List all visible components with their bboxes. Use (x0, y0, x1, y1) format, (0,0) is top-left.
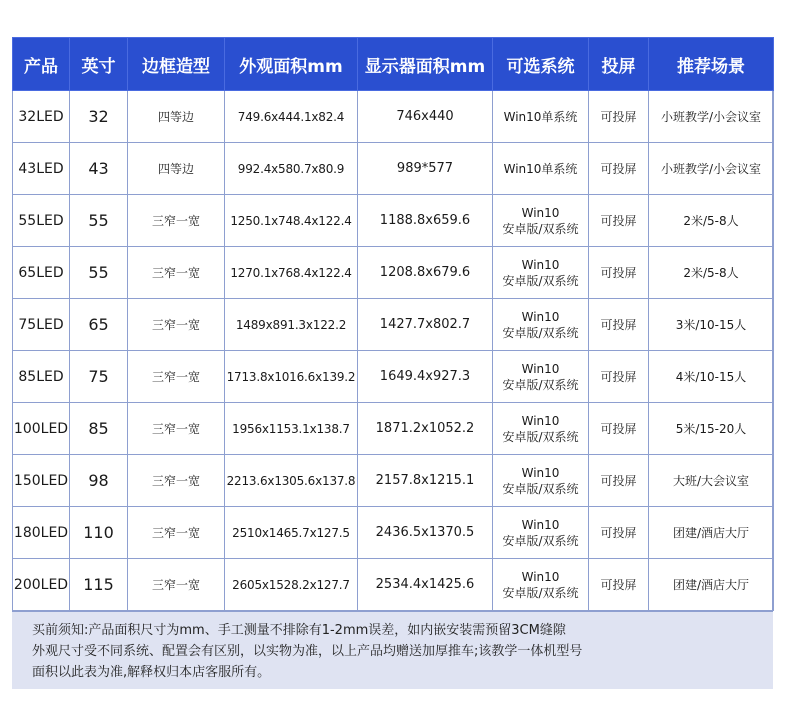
system-line: Win10 (521, 517, 560, 532)
cell-display-size: 1871.2x1052.2 (358, 403, 493, 455)
cell-projection: 可投屏 (589, 455, 649, 507)
header-frame: 边框造型 (128, 38, 225, 91)
cell-inch: 55 (70, 247, 128, 299)
spec-table (12, 37, 774, 611)
header-inch: 英寸 (70, 38, 128, 91)
cell-frame: 三窄一宽 (128, 559, 225, 611)
cell-projection: 可投屏 (589, 403, 649, 455)
note-line: 外观尺寸受不同系统、配置会有区别，以实物为准，以上产品均赠送加厚推车;该教学一体机型号 (32, 644, 583, 659)
cell-display-size: 1208.8x679.6 (358, 247, 493, 299)
cell-display-size: 989*577 (358, 143, 493, 195)
system-line: 安卓版/双系统 (502, 221, 579, 236)
system-line: 安卓版/双系统 (502, 585, 579, 600)
cell-scene: 大班/大会议室 (649, 455, 774, 507)
table-row (13, 143, 774, 195)
table-row (13, 195, 774, 247)
table-row (13, 91, 774, 143)
cell-product: 180LED (13, 507, 70, 559)
cell-exterior-size: 1956x1153.1x138.7 (225, 403, 358, 455)
header-row (13, 38, 774, 91)
cell-scene: 2米/5-8人 (649, 195, 774, 247)
cell-exterior-size: 749.6x444.1x82.4 (225, 91, 358, 143)
cell-system (493, 403, 589, 455)
cell-system (493, 299, 589, 351)
system-line: Win10 (521, 413, 560, 428)
cell-frame: 三窄一宽 (128, 247, 225, 299)
cell-product: 200LED (13, 559, 70, 611)
cell-product: 100LED (13, 403, 70, 455)
cell-projection: 可投屏 (589, 559, 649, 611)
table-row (13, 455, 774, 507)
table-row (13, 559, 774, 611)
cell-product: 65LED (13, 247, 70, 299)
cell-projection: 可投屏 (589, 195, 649, 247)
cell-scene: 小班教学/小会议室 (649, 143, 774, 195)
header-scene: 推荐场景 (649, 38, 774, 91)
cell-inch: 75 (70, 351, 128, 403)
cell-display-size: 2157.8x1215.1 (358, 455, 493, 507)
cell-inch: 85 (70, 403, 128, 455)
cell-product: 55LED (13, 195, 70, 247)
cell-inch: 98 (70, 455, 128, 507)
cell-inch: 32 (70, 91, 128, 143)
table-row (13, 247, 774, 299)
cell-exterior-size: 1489x891.3x122.2 (225, 299, 358, 351)
cell-scene: 3米/10-15人 (649, 299, 774, 351)
cell-product: 85LED (13, 351, 70, 403)
note-line: 买前须知:产品面积尺寸为mm、手工测量不排除有1-2mm误差，如内嵌安装需预留3CM缝隙 (32, 623, 566, 638)
cell-system (493, 351, 589, 403)
cell-scene: 2米/5-8人 (649, 247, 774, 299)
system-line: 安卓版/双系统 (502, 533, 579, 548)
cell-frame: 三窄一宽 (128, 351, 225, 403)
cell-exterior-size: 1713.8x1016.6x139.2 (225, 351, 358, 403)
cell-display-size: 2534.4x1425.6 (358, 559, 493, 611)
system-line: Win10 (521, 257, 560, 272)
cell-exterior-size: 992.4x580.7x80.9 (225, 143, 358, 195)
header-exterior-size: 外观面积mm (225, 38, 358, 91)
cell-system (493, 91, 589, 143)
cell-frame: 三窄一宽 (128, 507, 225, 559)
cell-exterior-size: 2213.6x1305.6x137.8 (225, 455, 358, 507)
cell-product: 32LED (13, 91, 70, 143)
header-product: 产品 (13, 38, 70, 91)
cell-system (493, 195, 589, 247)
cell-exterior-size: 1270.1x768.4x122.4 (225, 247, 358, 299)
cell-exterior-size: 2510x1465.7x127.5 (225, 507, 358, 559)
cell-inch: 43 (70, 143, 128, 195)
system-line: 安卓版/双系统 (502, 429, 579, 444)
system-line: Win10单系统 (503, 109, 578, 124)
cell-scene: 小班教学/小会议室 (649, 91, 774, 143)
header-projection: 投屏 (589, 38, 649, 91)
cell-display-size: 1649.4x927.3 (358, 351, 493, 403)
system-line: 安卓版/双系统 (502, 481, 579, 496)
table-row (13, 351, 774, 403)
cell-scene: 团建/酒店大厅 (649, 559, 774, 611)
cell-projection: 可投屏 (589, 91, 649, 143)
cell-frame: 三窄一宽 (128, 299, 225, 351)
cell-system (493, 143, 589, 195)
system-line: 安卓版/双系统 (502, 273, 579, 288)
cell-inch: 55 (70, 195, 128, 247)
system-line: 安卓版/双系统 (502, 325, 579, 340)
cell-projection: 可投屏 (589, 143, 649, 195)
cell-scene: 4米/10-15人 (649, 351, 774, 403)
system-line: Win10 (521, 465, 560, 480)
cell-projection: 可投屏 (589, 351, 649, 403)
system-line: Win10 (521, 361, 560, 376)
system-line: 安卓版/双系统 (502, 377, 579, 392)
cell-scene: 5米/15-20人 (649, 403, 774, 455)
system-line: Win10单系统 (503, 161, 578, 176)
cell-inch: 115 (70, 559, 128, 611)
cell-system (493, 507, 589, 559)
cell-product: 75LED (13, 299, 70, 351)
cell-exterior-size: 2605x1528.2x127.7 (225, 559, 358, 611)
cell-system (493, 559, 589, 611)
cell-display-size: 1427.7x802.7 (358, 299, 493, 351)
cell-product: 43LED (13, 143, 70, 195)
table-row (13, 507, 774, 559)
system-line: Win10 (521, 309, 560, 324)
cell-frame: 三窄一宽 (128, 195, 225, 247)
cell-exterior-size: 1250.1x748.4x122.4 (225, 195, 358, 247)
note-line: 面积以此表为准,解释权归本店客服所有。 (32, 665, 271, 680)
cell-projection: 可投屏 (589, 507, 649, 559)
system-line: Win10 (521, 205, 560, 220)
system-line: Win10 (521, 569, 560, 584)
cell-projection: 可投屏 (589, 299, 649, 351)
cell-frame: 三窄一宽 (128, 403, 225, 455)
cell-display-size: 1188.8x659.6 (358, 195, 493, 247)
cell-display-size: 2436.5x1370.5 (358, 507, 493, 559)
cell-inch: 110 (70, 507, 128, 559)
cell-system (493, 247, 589, 299)
header-system: 可选系统 (493, 38, 589, 91)
cell-display-size: 746x440 (358, 91, 493, 143)
cell-product: 150LED (13, 455, 70, 507)
cell-frame: 三窄一宽 (128, 455, 225, 507)
cell-system (493, 455, 589, 507)
cell-frame: 四等边 (128, 143, 225, 195)
purchase-notes (12, 611, 773, 689)
table-row (13, 299, 774, 351)
cell-inch: 65 (70, 299, 128, 351)
table-row (13, 403, 774, 455)
cell-projection: 可投屏 (589, 247, 649, 299)
cell-frame: 四等边 (128, 91, 225, 143)
cell-scene: 团建/酒店大厅 (649, 507, 774, 559)
header-display-size: 显示器面积mm (358, 38, 493, 91)
